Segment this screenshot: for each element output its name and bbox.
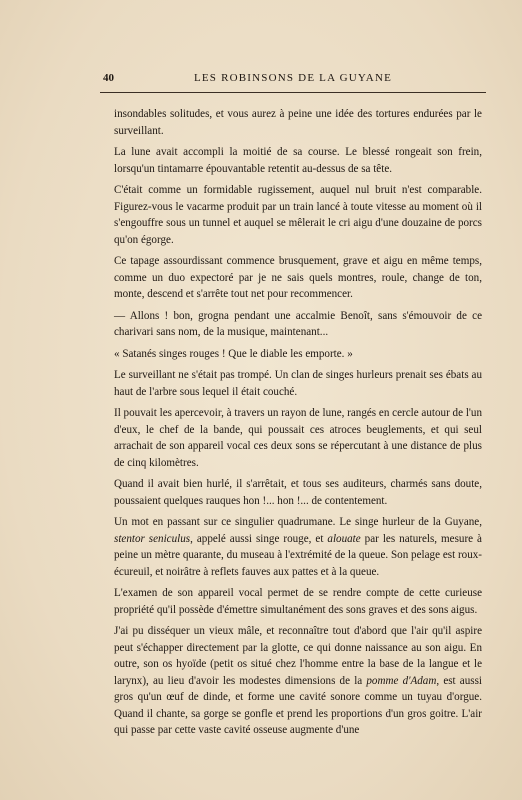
page-header: [103, 72, 483, 90]
paragraph: L'examen de son appareil vocal permet de se rendre compte de cette curieuse propriété qu'il possède d'émettre simultanément des sons graves et des sons aigus.: [114, 587, 482, 616]
text-run: , appelé aussi singe rouge, et: [190, 532, 328, 545]
paragraph: Le surveillant ne s'était pas trompé. Un clan de singes hurleurs prenait ses ébats au haut de l'arbre sous lequel il était couché.: [114, 369, 482, 398]
body-text: [114, 106, 482, 744]
italic-text: stentor seniculus: [114, 532, 191, 545]
paragraph: Il pouvait les apercevoir, à travers un rayon de lune, rangés en cercle autour de l'un d'eux, le chef de la bande, qui poussait ces atroces beuglements, et qui seul arrachait de son appareil vocal ces deux sons se répercutant à une distance de plus de cinq kilomètres.: [114, 407, 482, 469]
paragraph: Quand il avait bien hurlé, il s'arrêtait, et tous ses auditeurs, charmés sans doute, poussaient quelques rauques hon !... hon !... de contentement.: [114, 478, 482, 507]
paragraph: « Satanés singes rouges ! Que le diable les emporte. »: [114, 347, 353, 360]
text-run: par les naturels, mesure à peine un mètre quarante, du museau à l'extrémité de la queue. Son pelage est roux-écureuil, et noirâtre à reflets fauves aux pattes et à la queue.: [114, 532, 482, 578]
header-rule: [100, 92, 486, 93]
page-number: 40: [103, 72, 114, 84]
paragraph: — Allons ! bon, grogna pendant une accalmie Benoît, sans s'émouvoir de ce charivari sans nom, de la musique, maintenant...: [114, 309, 482, 338]
italic-text: pomme d'Adam: [366, 674, 437, 687]
text-run: Un mot en passant sur ce singulier quadrumane. Le singe hurleur de la Guyane,: [114, 516, 482, 528]
paragraph: [114, 623, 482, 739]
text-run: , est aussi gros qu'un œuf de dinde, et forme une cavité sonore comme un tuyau d'orgue. Quand il chante, sa gorge se gonfle et prend les proportions d'un gros goitre. L'air qui passe par cette vaste cavité osseuse augmente d'une: [114, 674, 482, 736]
paragraph: Ce tapage assourdissant commence brusquement, grave et aigu en même temps, comme un duo expectoré par je ne sais quels montres, roule, change de ton, monte, descend et s'arrête tout net pour recommencer.: [114, 255, 482, 300]
paragraph: insondables solitudes, et vous aurez à peine une idée des tortures endurées par le surveillant.: [114, 108, 482, 137]
running-title: LES ROBINSONS DE LA GUYANE: [193, 72, 393, 84]
italic-text: alouate: [327, 532, 361, 545]
paragraph: [114, 514, 482, 580]
paragraph: La lune avait accompli la moitié de sa course. Le blessé rongeait son frein, lorsqu'un tintamarre épouvantable retentit au-dessus de sa tête.: [114, 146, 482, 175]
text-run: J'ai pu disséquer un vieux mâle, et reconnaître tout d'abord que l'air qu'il aspire peut s'échapper directement par la glotte, ce qui donne naissance au son aigu. En outre, son os hyoïde (petit os situé chez l'homme entre la base de la langue et le larynx), au lieu d'avoir les modestes dimensions de la: [114, 625, 482, 687]
paragraph: C'était comme un formidable rugissement, auquel nul bruit n'est comparable. Figurez-vous le vacarme produit par un train lancé à toute vitesse au moment où il s'engouffre sous un tunnel et auquel se mêlerait le cri aigu d'une douzaine de porcs qu'on égorge.: [114, 184, 482, 246]
